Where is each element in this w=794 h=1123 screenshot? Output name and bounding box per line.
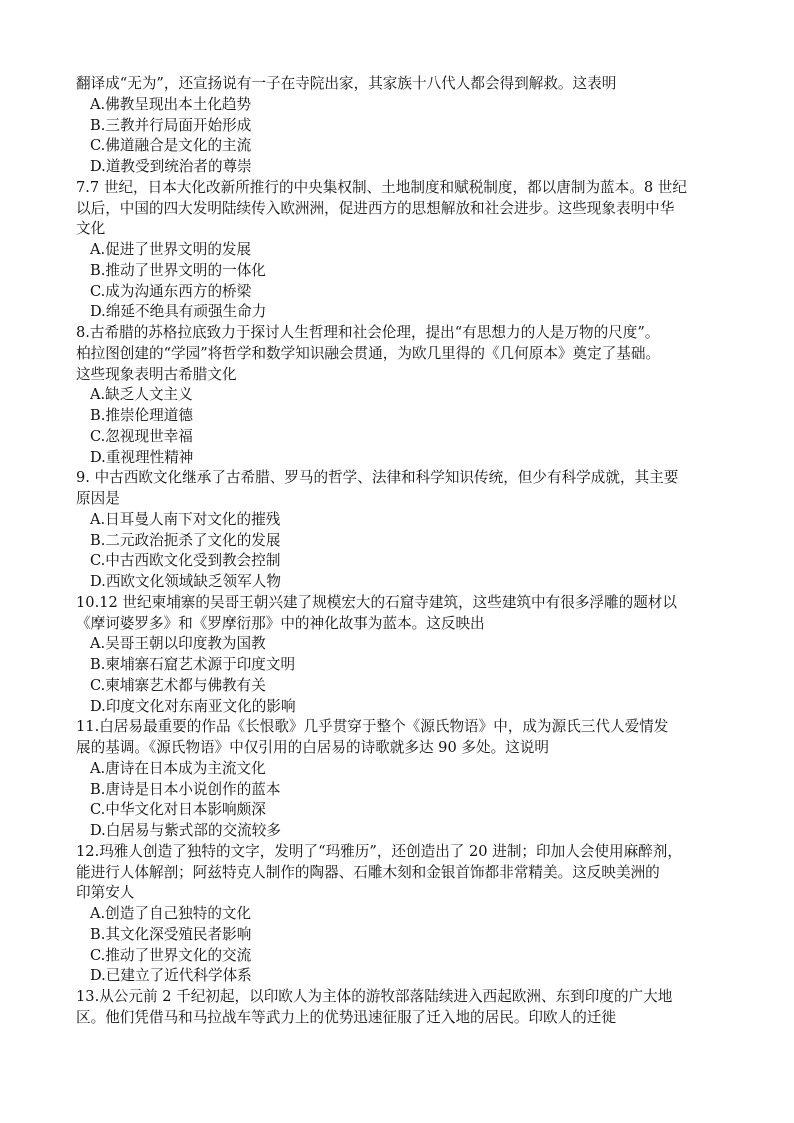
option-b: B.推动了世界文明的一体化: [90, 261, 266, 279]
stem-line: 10.12 世纪柬埔寨的吴哥王朝兴建了规模宏大的石窟寺建筑，这些建筑中有很多浮雕的题材以: [76, 593, 677, 611]
option-a: A.促进了世界文明的发展: [90, 241, 252, 258]
question-12: [76, 842, 728, 987]
option-b: B.唐诗是日本小说创作的蓝本: [90, 780, 281, 798]
option-a: A.佛教呈现出本土化趋势: [90, 95, 252, 113]
option-d: D.西欧文化领域缺乏领军人物: [90, 573, 281, 590]
stem-line: 原因是: [76, 490, 120, 507]
option-c: C.佛道融合是文化的主流: [90, 137, 252, 155]
question-11: [76, 717, 728, 842]
option-b: B.二元政治扼杀了文化的发展: [90, 531, 281, 549]
stem-line: 能进行人体解剖；阿兹特克人制作的陶器、石雕木刻和金银首饰都非常精美。这反映美洲的: [76, 863, 660, 881]
stem-line: 8.古希腊的苏格拉底致力于探讨人生哲理和社会伦理，提出“有思想力的人是万物的尺度”。: [76, 324, 660, 341]
question-10: [76, 593, 728, 718]
stem-line: 翻译成“无为”，还宣扬说有一子在寺院出家，其家族十八代人都会得到解救。这表明: [76, 75, 617, 92]
stem-line: 印第安人: [76, 884, 135, 902]
option-a: A.缺乏人文主义: [90, 386, 193, 404]
option-b: B.柬埔寨石窟艺术源于印度文明: [90, 656, 296, 673]
option-d: D.绵延不绝具有顽强生命力: [90, 303, 267, 321]
question-8: [76, 323, 728, 468]
option-d: D.白居易与紫式部的交流较多: [90, 822, 281, 839]
option-b: B.推崇伦理道德: [90, 407, 193, 424]
stem-line: 文化: [76, 220, 106, 238]
stem-line: 以后，中国的四大发明陆续传入欧洲洲，促进西方的思想解放和社会进步。这些现象表明中华: [76, 199, 675, 217]
question-9: [76, 468, 728, 593]
option-d: D.已建立了近代科学体系: [90, 967, 252, 985]
option-a: A.创造了自己独特的文化: [90, 905, 252, 922]
option-b: B.其文化深受殖民者影响: [90, 925, 252, 943]
document-page: [76, 74, 728, 1029]
option-c: C.柬埔寨艺术都与佛教有关: [90, 676, 266, 694]
stem-line: 11.白居易最重要的作品《长恨歌》几乎贯穿于整个《源氏物语》中，成为源氏三代人爱情发: [76, 718, 669, 736]
option-d: D.道教受到统治者的尊崇: [90, 158, 252, 175]
option-a: A.唐诗在日本成为主流文化: [90, 759, 266, 777]
stem-line: 区。他们凭借马和马拉战车等武力上的优势迅速征服了迁入地的居民。印欧人的迁徙: [76, 1008, 616, 1026]
option-d: D.重视理性精神: [90, 448, 194, 466]
option-b: B.三教并行局面开始形成: [90, 116, 252, 134]
option-c: C.中华文化对日本影响颇深: [90, 801, 266, 819]
option-a: A.日耳曼人南下对文化的摧残: [90, 510, 281, 528]
stem-line: 12.玛雅人创造了独特的文字，发明了“玛雅历”，还创造出了 20 进制；印加人会使用麻醉剂，: [76, 842, 682, 860]
stem-line: 9. 中古西欧文化继承了古希腊、罗马的哲学、法律和科学知识传统，但少有科学成就，其主要: [76, 469, 679, 487]
option-c: C.成为沟通东西方的桥梁: [90, 282, 252, 300]
stem-line: 7.7 世纪，日本大化改新所推行的中央集权制、土地制度和赋税制度，都以唐制为蓝本。8 世纪: [76, 178, 687, 196]
intro-block: [76, 74, 728, 178]
stem-line: 这些现象表明古希腊文化: [76, 365, 237, 383]
option-d: D.印度文化对东南亚文化的影响: [90, 697, 296, 715]
stem-line: 《摩诃婆罗多》和《罗摩衍那》中的神化故事为蓝本。这反映出: [76, 614, 485, 632]
option-c: C.忽视现世幸福: [90, 427, 193, 445]
option-c: C.中古西欧文化受到教会控制: [90, 552, 281, 570]
stem-line: 13.从公元前 2 千纪初起，以印欧人为主体的游牧部落陆续进入西起欧洲、东到印度的广大地: [76, 988, 673, 1005]
option-c: C.推动了世界文化的交流: [90, 946, 252, 964]
stem-line: 展的基调。《源氏物语》中仅引用的白居易的诗歌就多达 90 多处。这说明: [76, 739, 549, 756]
question-13: [76, 987, 728, 1029]
stem-line: 柏拉图创建的“学园”将哲学和数学知识融会贯通，为欧几里得的《几何原本》奠定了基础。: [76, 344, 661, 362]
option-a: A.吴哥王朝以印度教为国教: [90, 635, 266, 653]
question-7: [76, 178, 728, 323]
